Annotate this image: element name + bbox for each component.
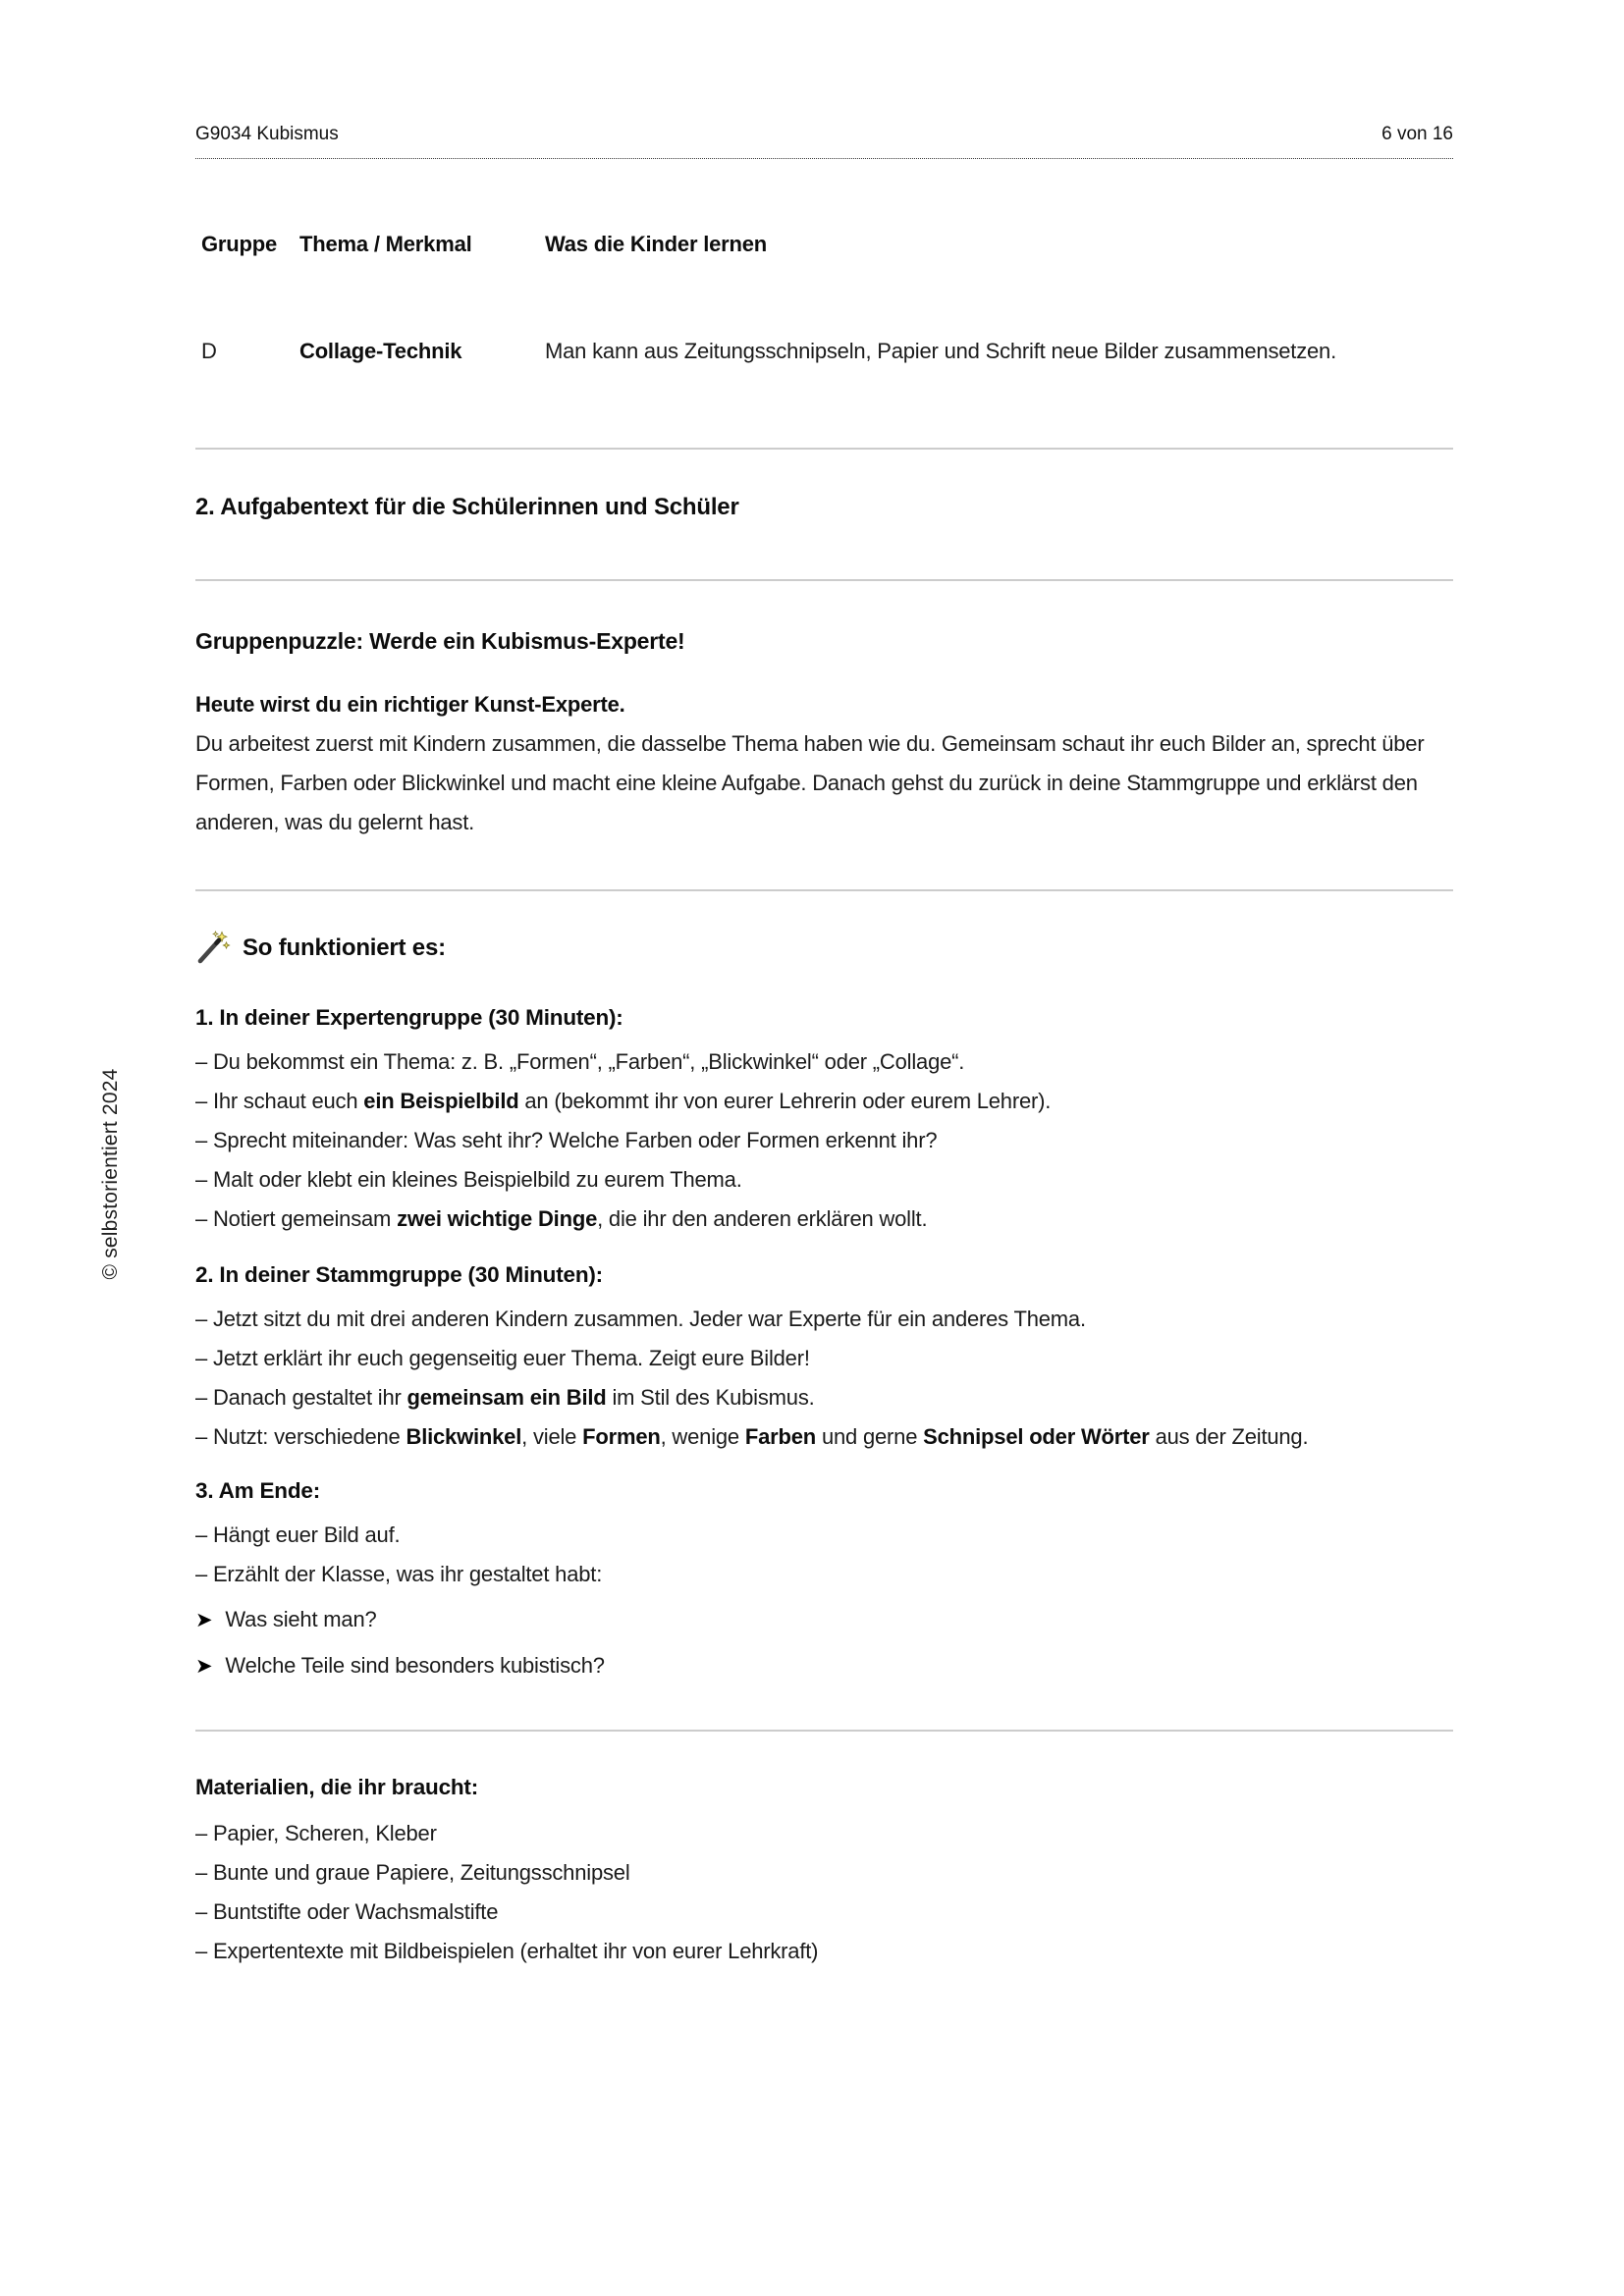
materials-items [195, 1814, 1453, 1971]
list-item: – Hängt euer Bild auf. [195, 1522, 401, 1547]
list-item: – Jetzt erklärt ihr euch gegenseitig euer Thema. Zeigt eure Bilder! [195, 1346, 810, 1370]
arrow-bullet-icon: ➤ [195, 1655, 213, 1678]
column-header-gruppe: Gruppe [201, 232, 278, 256]
divider [195, 1730, 1453, 1732]
magic-wand-icon [195, 931, 231, 966]
list-item: – Du bekommst ein Thema: z. B. „Formen“, „Farben“, „Blickwinkel“ oder „Collage“. [195, 1049, 965, 1074]
intro-lead: Heute wirst du ein richtiger Kunst-Experte. [195, 692, 625, 717]
how-it-works-header [195, 931, 1453, 966]
table-row [195, 332, 1453, 371]
list-item: – Papier, Scheren, Kleber [195, 1821, 437, 1845]
list-item: – Erzählt der Klasse, was ihr gestaltet habt: [195, 1562, 603, 1586]
copyright-vertical-text: © selbstorientiert 2024 [99, 1068, 122, 1280]
list-item: – Malt oder klebt ein kleines Beispielbild zu eurem Thema. [195, 1167, 742, 1192]
list-item: – Notiert gemeinsam zwei wichtige Dinge, die ihr den anderen erklären wollt. [195, 1206, 928, 1231]
page-header [195, 124, 1453, 159]
cell-thema: Collage-Technik [299, 339, 462, 363]
intro-title: Gruppenpuzzle: Werde ein Kubismus-Experte! [195, 628, 685, 654]
column-header-thema: Thema / Merkmal [299, 232, 472, 256]
divider [195, 579, 1453, 581]
question-line [195, 1600, 1453, 1640]
how-it-works-title: So funktioniert es: [243, 934, 446, 961]
group-table [195, 232, 1453, 371]
page-content [195, 0, 1453, 1971]
list-item: – Danach gestaltet ihr gemeinsam ein Bild im Stil des Kubismus. [195, 1385, 815, 1410]
column-header-lernen: Was die Kinder lernen [545, 232, 768, 256]
intro-block [195, 685, 1453, 842]
list-item: – Bunte und graue Papiere, Zeitungsschnipsel [195, 1860, 630, 1885]
table-header-row [195, 232, 1453, 257]
step-2-items [195, 1300, 1453, 1457]
step-2-title: 2. In deiner Stammgruppe (30 Minuten): [195, 1262, 603, 1287]
step-3-items [195, 1516, 1453, 1594]
list-item: – Jetzt sitzt du mit drei anderen Kindern zusammen. Jeder war Experte für ein anderes Thema. [195, 1307, 1086, 1331]
question-text: Was sieht man? [225, 1607, 377, 1631]
list-item: – Nutzt: verschiedene Blickwinkel, viele Formen, wenige Farben und gerne Schnipsel oder Wörter aus der Zeitung. [195, 1424, 1309, 1449]
list-item: – Sprecht miteinander: Was seht ihr? Welche Farben oder Formen erkennt ihr? [195, 1128, 938, 1152]
list-item: – Buntstifte oder Wachsmalstifte [195, 1899, 499, 1924]
cell-lernen: Man kann aus Zeitungsschnipseln, Papier und Schrift neue Bilder zusammensetzen. [545, 339, 1336, 363]
list-item: – Ihr schaut euch ein Beispielbild an (bekommt ihr von eurer Lehrerin oder eurem Lehrer). [195, 1089, 1052, 1113]
header-page-number: 6 von 16 [1381, 124, 1453, 144]
step-1-title: 1. In deiner Expertengruppe (30 Minuten): [195, 1005, 623, 1030]
list-item: – Expertentexte mit Bildbeispielen (erhaltet ihr von eurer Lehrkraft) [195, 1939, 819, 1963]
step-1-items [195, 1042, 1453, 1239]
question-text: Welche Teile sind besonders kubistisch? [225, 1653, 605, 1678]
header-doc-code: G9034 Kubismus [195, 124, 339, 144]
cell-gruppe: D [201, 339, 217, 363]
arrow-bullet-icon: ➤ [195, 1609, 213, 1631]
divider [195, 448, 1453, 450]
step-3-title: 3. Am Ende: [195, 1478, 320, 1503]
materials-title: Materialien, die ihr braucht: [195, 1775, 479, 1799]
question-line [195, 1646, 1453, 1686]
divider [195, 889, 1453, 891]
section-heading: 2. Aufgabentext für die Schülerinnen und Schüler [195, 494, 739, 520]
intro-body: Du arbeitest zuerst mit Kindern zusammen, die dasselbe Thema haben wie du. Gemeinsam schaut ihr euch Bilder an, sprecht über Formen, Farben oder Blickwinkel und macht eine kleine Aufgabe. Danach gehst du zurück in deine Stammgruppe und erklärst den anderen, was du gelernt hast. [195, 731, 1425, 834]
